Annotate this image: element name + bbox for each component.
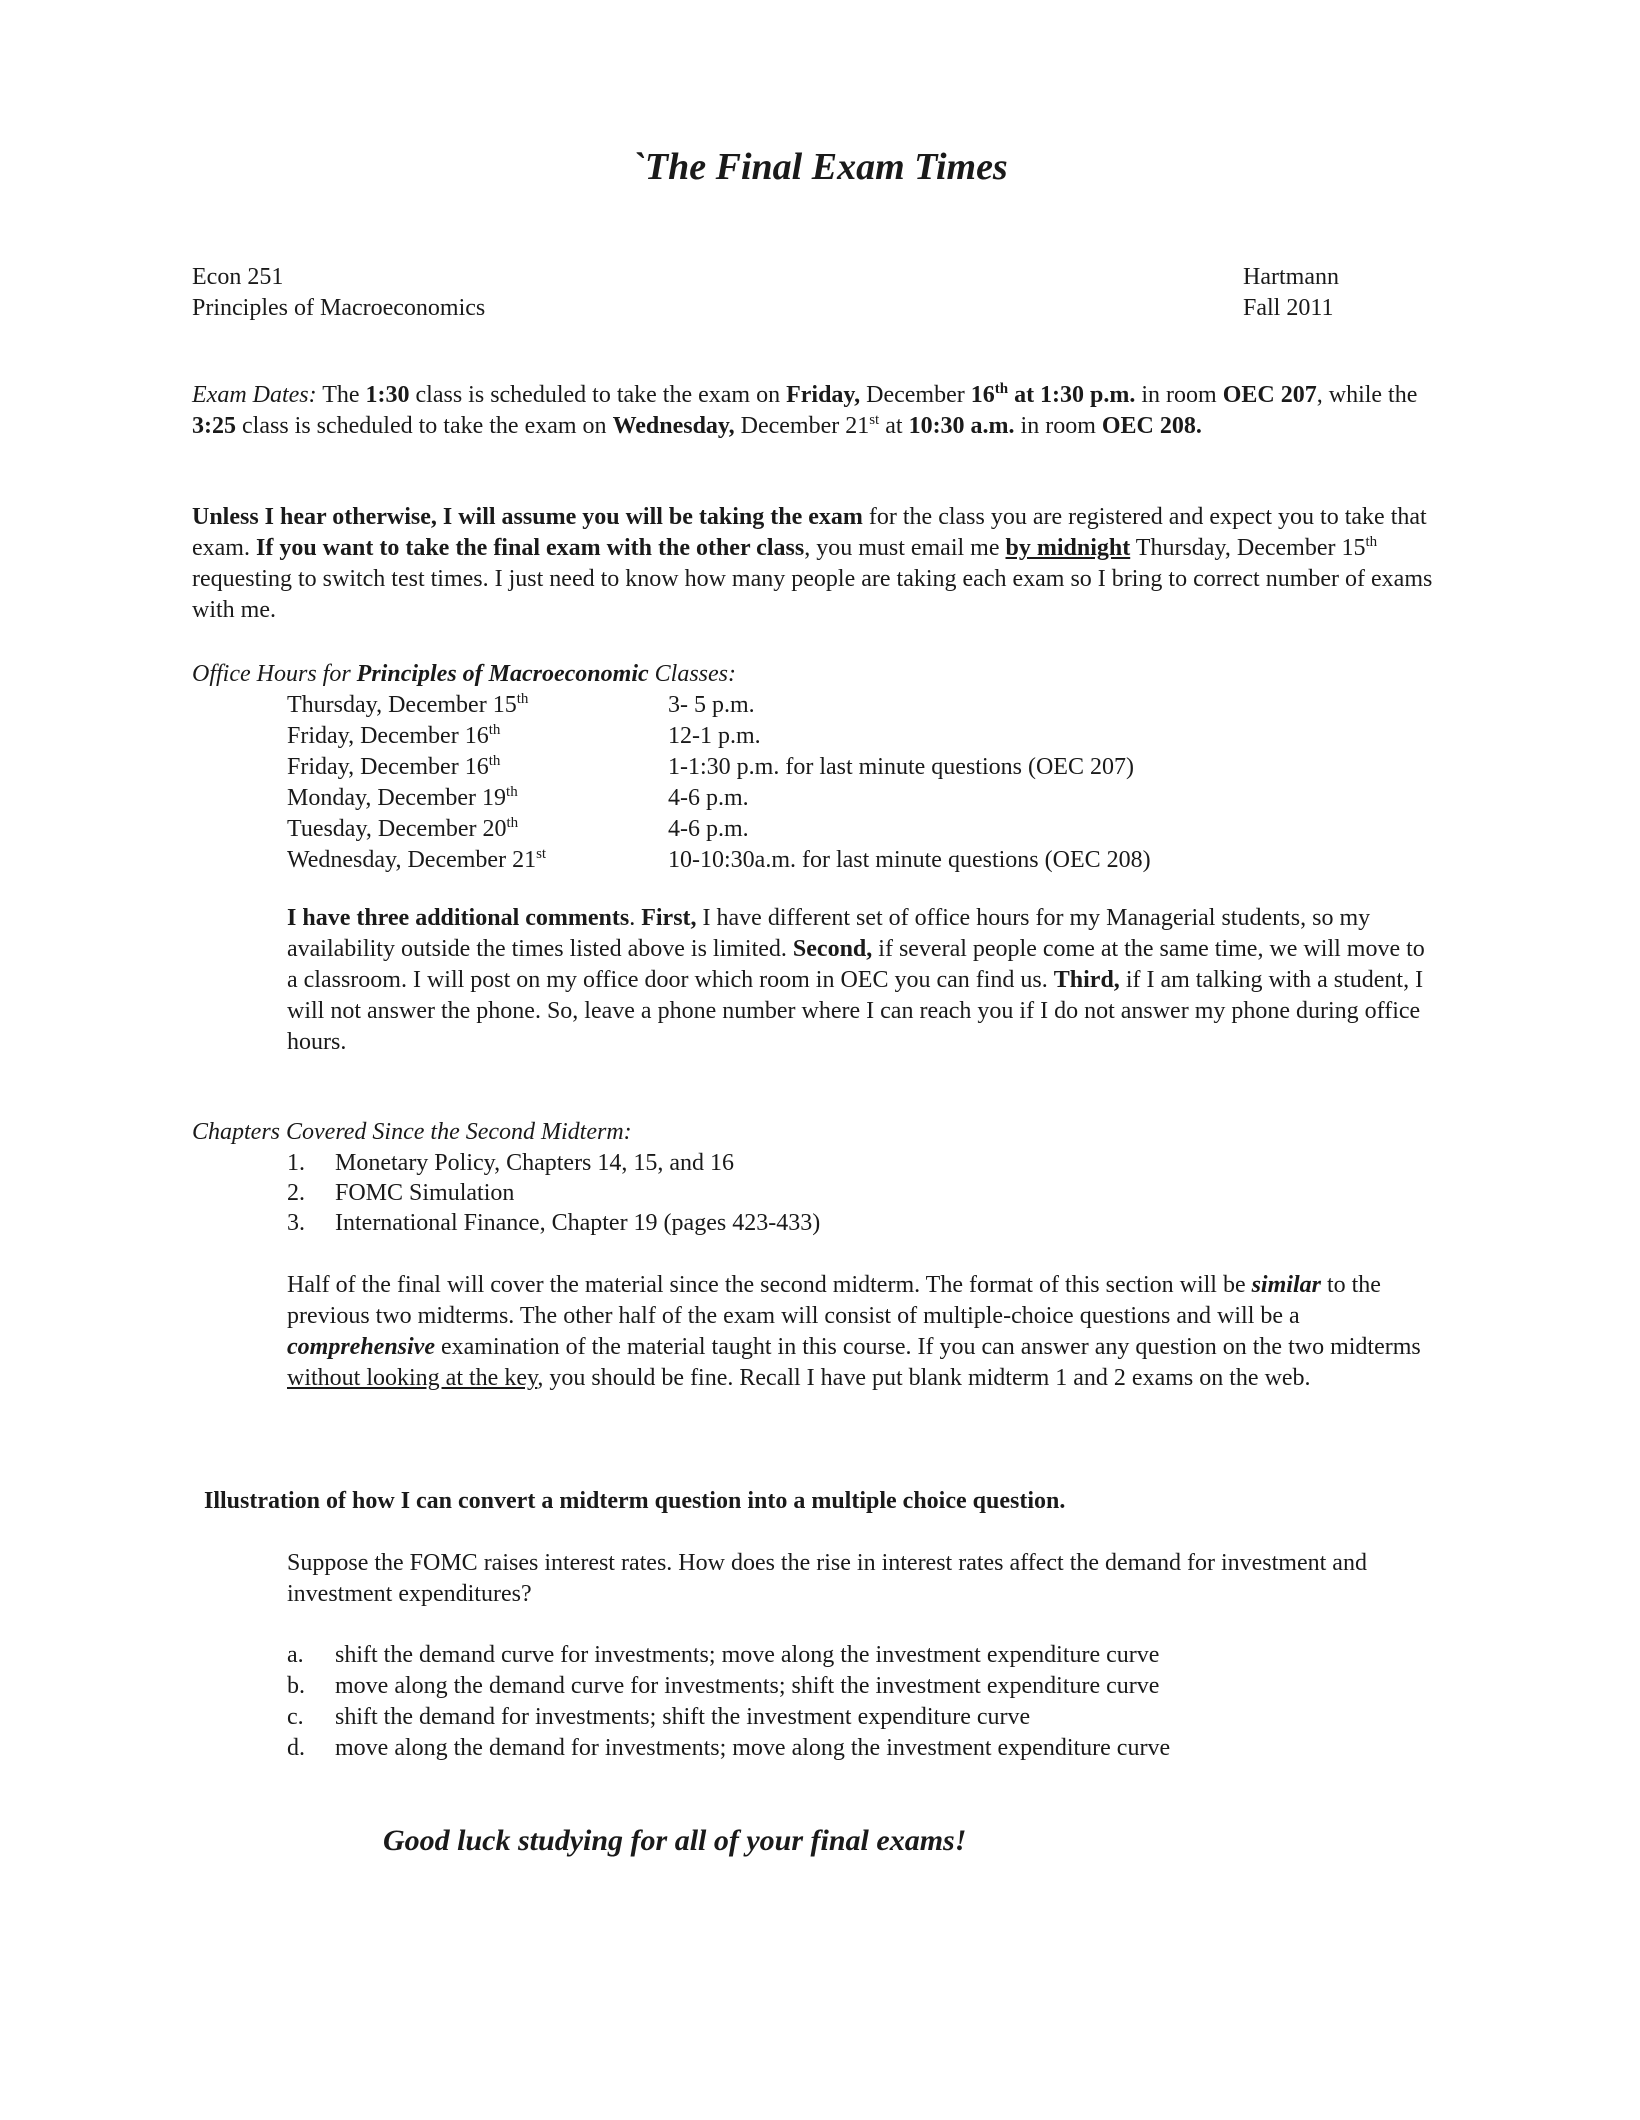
text: examination of the material taught in this course. If you can answer any question on the two midterms [434,1334,1421,1360]
day-text: Tuesday, December 20 [287,816,507,842]
exam-dates-paragraph [192,380,1452,442]
ordinal-suffix: th [506,815,519,831]
ordinal-suffix: st [869,412,880,428]
term: Fall 2011 [1243,295,1334,321]
office-hours-row [287,752,1151,783]
choice-text: shift the demand curve for investments; move along the investment expenditure curve [335,1642,1160,1668]
choice-letter: a. [287,1642,304,1668]
text: , while the [1316,382,1418,408]
text: Classes: [648,661,736,687]
bold-text: Third, [1053,967,1120,993]
exam-room-1: OEC 207 [1222,382,1317,408]
closing-message: Good luck studying for all of your final exams! [383,1824,967,1857]
text: Office Hours for [192,661,357,687]
exam-time-1: at 1:30 p.m. [1008,382,1136,408]
sample-question: Suppose the FOMC raises interest rates. How does the rise in interest rates affect the demand for investment and investment expenditures? [287,1550,1367,1607]
office-hours-day [287,783,668,814]
text: Thursday, December 15 [1130,535,1366,561]
list-number: 2. [287,1180,305,1206]
office-hours-time: 12-1 p.m. [668,723,761,749]
office-hours-row [287,814,1151,845]
answer-choice [287,1733,1170,1764]
list-item [287,1208,820,1238]
office-hours-table [287,690,1151,876]
bold-text: Second, [792,936,873,962]
text: requesting to switch test times. I just need to know how many people are taking each exam so I bring to correct number of exams with me. [192,566,1433,623]
bold-text: Unless I hear otherwise, I will assume you will be taking the exam [192,504,863,530]
exam-date-1 [971,382,1136,408]
bold-text: First, [641,905,697,931]
office-hours-label [192,659,736,690]
chapters-list [287,1148,820,1238]
ordinal-suffix: th [506,784,518,800]
choice-letter: d. [287,1735,305,1761]
class-time-1: 1:30 [365,382,410,408]
answer-choice [287,1640,1170,1671]
text: I have different set of office hours for my Managerial students, so my availability outside the times listed above is limited. [287,905,1371,962]
class-time-2: 3:25 [192,413,236,439]
bold-text: Principles of Macroeconomic [356,661,649,687]
text: December 21 [734,413,870,439]
list-text: FOMC Simulation [335,1180,515,1206]
office-hours-time: 4-6 p.m. [668,816,749,842]
answer-choice [287,1702,1170,1733]
office-hours-day [287,721,668,752]
text: . [629,905,642,931]
office-hours-day [287,845,668,876]
text: to the previous two midterms. The other half of the exam will consist of multiple-choice questions and will be a [287,1272,1381,1329]
choice-text: move along the demand curve for investments; shift the investment expenditure curve [335,1673,1160,1699]
page-title: `The Final Exam Times [632,146,1008,188]
bold-text: I have three additional comments [287,905,630,931]
day-text: Wednesday, December 21 [287,847,537,873]
text: The [316,382,366,408]
exam-dates-label: Exam Dates: [192,382,317,408]
day-text: Monday, December 19 [287,785,507,811]
list-number: 3. [287,1210,305,1236]
final-format-paragraph [287,1270,1447,1394]
day-text: Thursday, December 15 [287,692,517,718]
date-number: 16 [970,382,995,408]
office-hours-row [287,721,1151,752]
list-text: Monetary Policy, Chapters 14, 15, and 16 [335,1150,735,1176]
list-number: 1. [287,1150,305,1176]
illustration-heading: Illustration of how I can convert a midterm question into a multiple choice question. [204,1488,1066,1514]
bold-text: If you want to take the final exam with the other class [255,535,805,561]
text: class is scheduled to take the exam on [236,413,613,439]
choice-letter: b. [287,1673,305,1699]
exam-time-2: 10:30 a.m. [908,413,1015,439]
course-number: Econ 251 [192,264,284,290]
list-item [287,1178,820,1208]
office-hours-time: 10-10:30a.m. for last minute questions (OEC 208) [668,847,1151,873]
text: in room [1014,413,1102,439]
office-hours-row [287,690,1151,721]
office-hours-day [287,690,668,721]
answer-choice [287,1671,1170,1702]
chapters-label: Chapters Covered Since the Second Midterm: [192,1119,632,1145]
emphasis-text: similar [1251,1272,1321,1298]
ordinal-suffix: th [994,381,1009,397]
text: , you should be fine. Recall I have put blank midterm 1 and 2 exams on the web. [537,1365,1311,1391]
exam-room-2: OEC 208. [1101,413,1202,439]
text: December [860,382,971,408]
day-text: Friday, December 16 [287,723,489,749]
text: if I am talking with a student, I will not answer the phone. So, leave a phone number where I can reach you if I do not answer my phone during office hours. [287,967,1424,1055]
emphasis-text: comprehensive [287,1334,435,1360]
text: class is scheduled to take the exam on [409,382,787,408]
choice-letter: c. [287,1704,304,1730]
choice-text: shift the demand for investments; shift the investment expenditure curve [335,1704,1031,1730]
text: Half of the final will cover the material since the second midterm. The format of this section will be [287,1272,1252,1298]
list-text: International Finance, Chapter 19 (pages 423-433) [335,1210,821,1236]
text: in room [1135,382,1223,408]
instructor-header [1243,262,1339,324]
text: , you must email me [804,535,1006,561]
ordinal-suffix: th [488,722,501,738]
answer-choices [287,1640,1170,1764]
policy-paragraph [192,502,1452,626]
text: if several people come at the same time, we will move to a classroom. I will post on my office door which room in OEC you can find us. [287,936,1425,993]
comments-paragraph [287,903,1437,1058]
choice-text: move along the demand for investments; move along the investment expenditure curve [335,1735,1171,1761]
deadline-text: by midnight [1005,535,1131,561]
text: at [879,413,909,439]
course-name: Principles of Macroeconomics [192,295,486,321]
office-hours-day [287,814,668,845]
instructor-name: Hartmann [1243,264,1339,290]
text: for the class you are registered and expect you to take that exam. [192,504,1427,561]
office-hours-row [287,845,1151,876]
ordinal-suffix: st [536,846,547,862]
exam-day-1: Friday, [786,382,861,408]
ordinal-suffix: th [1365,534,1378,550]
list-item [287,1148,820,1178]
exam-day-2: Wednesday, [612,413,735,439]
ordinal-suffix: th [488,753,501,769]
office-hours-time: 3- 5 p.m. [668,692,755,718]
office-hours-time: 4-6 p.m. [668,785,749,811]
underlined-text: without looking at the key [287,1365,538,1391]
day-text: Friday, December 16 [287,754,489,780]
office-hours-day [287,752,668,783]
ordinal-suffix: th [516,691,529,707]
office-hours-row [287,783,1151,814]
office-hours-time: 1-1:30 p.m. for last minute questions (OEC 207) [668,754,1134,780]
course-header [192,262,485,324]
